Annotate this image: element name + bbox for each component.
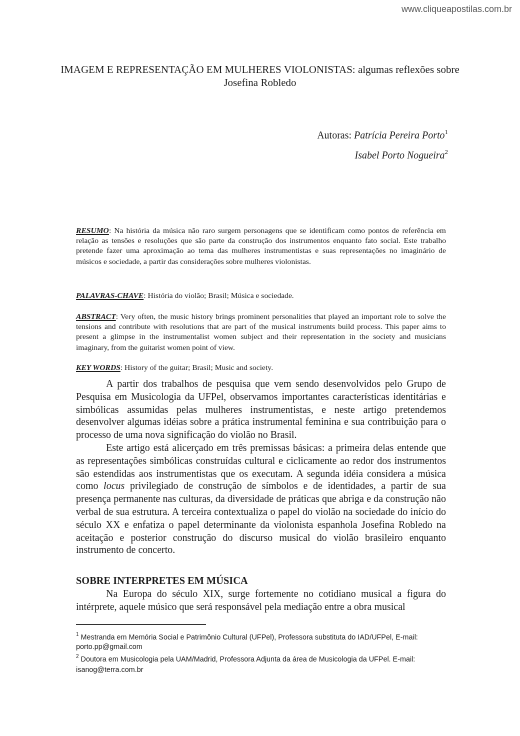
footnote-1-text: Mestranda em Memória Social e Patrimônio Cultural (UFPel), Professora substituta do IAD/UFPel, E-mail: porto.pp@gmail.com bbox=[76, 632, 418, 652]
locus-italic: locus bbox=[103, 481, 125, 493]
section-body bbox=[76, 589, 446, 615]
resumo-text: : Na história da música não raro surgem personagens que se identificam como pontos de referência em relação as tensões e resoluções que são parte da construção dos instrumentos enquanto fato social. Este trabalho pretende fazer uma aproximação ao tema das mulheres instrumentistas e suas representações no imaginário de músicos e sociedade, a partir das considerações sobre mulheres violonistas. bbox=[76, 226, 446, 266]
intro-paragraph-1: A partir dos trabalhos de pesquisa que vem sendo desenvolvidos pelo Grupo de Pesquisa em Musicologia da UFPel, observamos importantes características identitárias e simbólicas assumidas pelas mulheres instrumentistas, e neste artigo pretendemos desenvolver algumas idéias sobre a prática instrumental feminina e sua contribuição para o processo de uma nova significação do violão no Brasil. bbox=[76, 379, 446, 442]
footnote-1-number: 1 bbox=[76, 632, 79, 638]
key-words-label: KEY WORDS bbox=[76, 363, 121, 372]
palavras-chave-text: : História do violão; Brasil; Música e sociedade. bbox=[143, 291, 294, 300]
site-url[interactable]: www.cliqueapostilas.com.br bbox=[401, 4, 512, 14]
introduction bbox=[76, 379, 446, 558]
abstract-text: : Very often, the music history brings prominent personalities that played an important role to solve the tensions and contribute with resolutions that are part of the musical instruments build process. This paper aims to present a glimpse in the instrumentalist women subject and their representation in the society and musicians imaginary, from the guitarist women point of view. bbox=[76, 312, 446, 352]
footnote-2 bbox=[76, 652, 446, 674]
palavras-chave-label: PALAVRAS-CHAVE bbox=[76, 291, 144, 300]
footnote-1 bbox=[76, 630, 446, 652]
author-line-1 bbox=[228, 124, 448, 144]
palavras-chave-block bbox=[76, 291, 446, 301]
authors-label: Autoras: bbox=[317, 130, 352, 142]
key-words-block bbox=[76, 363, 446, 373]
paper-title: IMAGEM E REPRESENTAÇÃO EM MULHERES VIOLONISTAS: algumas reflexões sobre Josefina Robledo bbox=[60, 65, 460, 89]
author-2-name: Isabel Porto Nogueira bbox=[354, 150, 445, 162]
author-1-footnote-ref[interactable]: 1 bbox=[444, 129, 448, 136]
intro-p2-part-2: privilegiado de construção de símbolos e de identidades, a partir de sua presença permanente nas culturas, da diversidade de práticas que abriga e da construção não verbal de sua estrutura. A terceira contextualiza o papel do violão na sociedade do início do século XX e enfatiza o papel determinante da violonista espanhola Josefina Robledo na aceitação e posterior construção do discurso musical do violão brasileiro enquanto instrumento de concerto. bbox=[76, 481, 446, 557]
resumo-block bbox=[76, 226, 446, 267]
resumo-label: RESUMO bbox=[76, 226, 109, 235]
section-heading: SOBRE INTERPRETES EM MÚSICA bbox=[76, 576, 248, 587]
key-words-text: : History of the guitar; Brasil; Music and society. bbox=[120, 363, 274, 372]
authors-block bbox=[228, 124, 448, 165]
footnote-2-text: Doutora em Musicologia pela UAM/Madrid, Professora Adjunta da área de Musicologia da UFPel. E-mail: isanog@terra.com.br bbox=[76, 654, 416, 674]
footnotes bbox=[76, 630, 446, 675]
abstract-block bbox=[76, 312, 446, 353]
section-paragraph: Na Europa do século XIX, surge fortemente no cotidiano musical a figura do intérprete, aquele músico que será responsável pela mediação entre a obra musical bbox=[76, 589, 446, 613]
abstract-label: ABSTRACT bbox=[76, 312, 116, 321]
footnote-divider bbox=[76, 624, 206, 625]
author-line-2 bbox=[228, 144, 448, 164]
footnote-2-number: 2 bbox=[76, 654, 79, 661]
intro-paragraph-2 bbox=[76, 443, 446, 558]
intro-p2-part-1: Este artigo está alicerçado em três premissas básicas: a primeira delas entende que as representações simbólicas construídas cultural e ciclicamente ao redor dos instrumentos são estendidas aos instrumentistas que os executam. A segunda idéia considera a música como bbox=[76, 442, 446, 493]
author-2-footnote-ref[interactable]: 2 bbox=[444, 149, 448, 157]
author-1-name: Patrícia Pereira Porto bbox=[354, 130, 445, 142]
